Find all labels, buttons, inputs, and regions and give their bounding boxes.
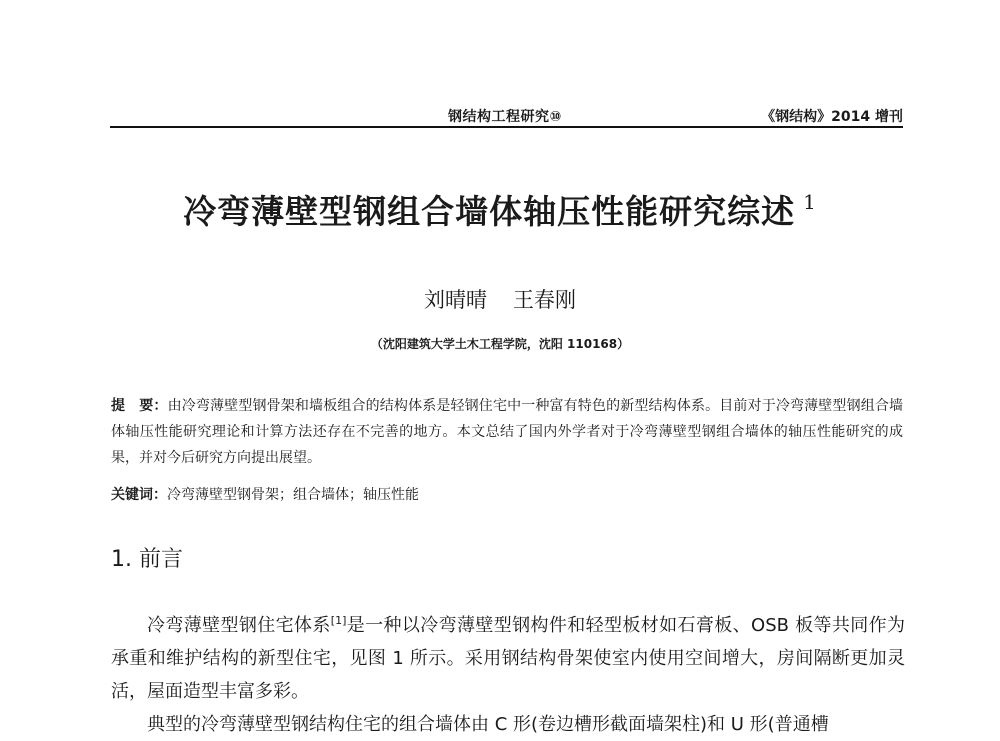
title-footnote-mark: 1 [803,190,817,214]
paragraph: 典型的冷弯薄壁型钢结构住宅的组合墙体由 C 形(卷边槽形截面墙架柱)和 U 形(普通槽 [147,714,829,735]
header-divider [110,126,903,128]
author-name: 刘晴晴 [424,288,487,312]
keywords-label: 关键词： [111,487,167,503]
author-name: 王春刚 [513,288,576,312]
keywords [111,482,903,508]
author-affiliation: （沈阳建筑大学土木工程学院，沈阳 110168） [370,337,630,351]
citation-ref: [1] [330,614,347,627]
abstract-label: 提 要： [111,398,168,414]
body-text [111,604,905,741]
running-header-series: 钢结构工程研究⑩ [448,109,562,125]
abstract [111,393,903,471]
abstract-text: 由冷弯薄壁型钢骨架和墙板组合的结构体系是轻钢住宅中一种富有特色的新型结构体系。目前对于冷弯薄壁型钢组合墙体轴压性能研究理论和计算方法还存在不完善的地方。本文总结了国内外学者对于冷弯薄壁型钢组合墙体的轴压性能研究的成果，并对今后研究方向提出展望。 [111,398,904,466]
section-heading [111,542,183,573]
section-title: 前言 [139,547,184,572]
paragraph: 冷弯薄壁型钢住宅体系[1]是一种以冷弯薄壁型钢构件和轻型板材如石膏板、OSB 板等共同作为承重和维护结构的新型住宅，见图 1 所示。采用钢结构骨架使室内使用空间增大，房间隔断更加灵活，屋面造型丰富多彩。 [111,614,905,702]
section-number: 1. [111,547,132,572]
paper-title [0,186,1000,233]
running-header-issue: 《钢结构》2014 增刊 [761,109,903,125]
author-list [0,284,1000,314]
paper-title-text: 冷弯薄壁型钢组合墙体轴压性能研究综述 [183,192,796,231]
keywords-text: 冷弯薄壁型钢骨架；组合墙体；轴压性能 [167,487,419,503]
